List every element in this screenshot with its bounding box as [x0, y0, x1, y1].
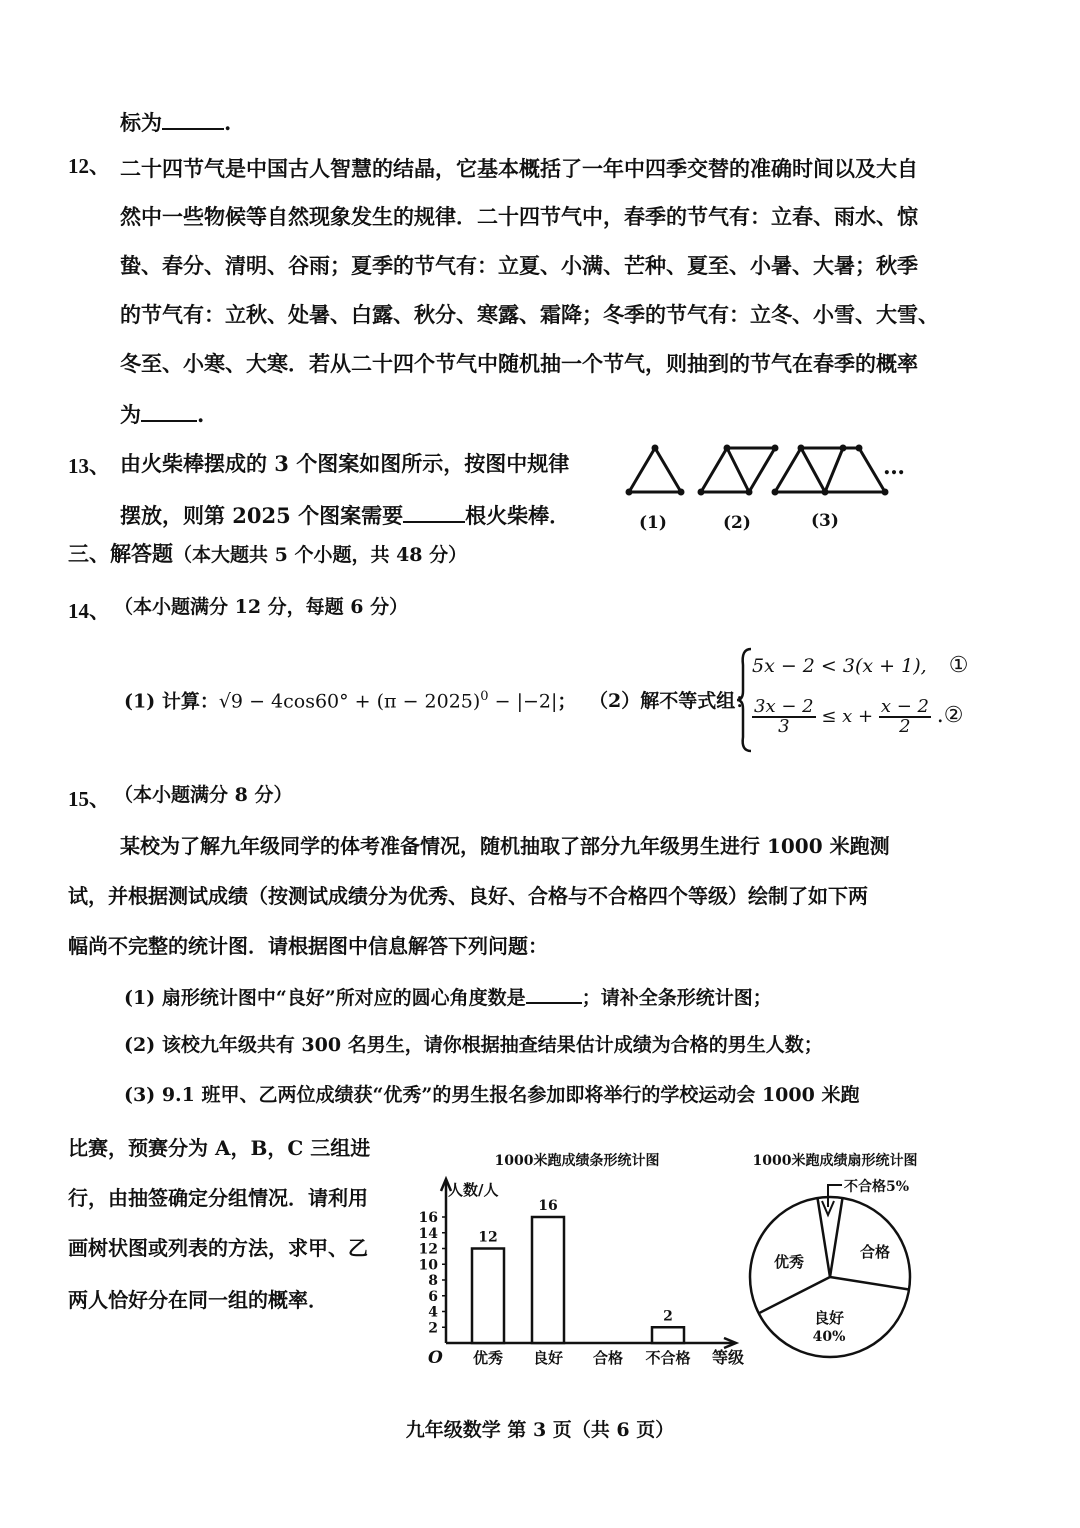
q14-p1-expr-b: − 4cos60° + (π − 2025) [243, 690, 481, 713]
figure-label-3: (3) [811, 511, 839, 531]
bar-chart-title: 1000米跑成绩条形统计图 [494, 1153, 660, 1169]
page-footer: 九年级数学 第 3 页（共 6 页） [405, 1419, 675, 1441]
question-number: 13、 [68, 454, 110, 478]
q11-tail [120, 110, 231, 133]
q13-line-2a: 摆放，则第 2025 个图案需要 [120, 503, 404, 528]
bar-chart [412, 1145, 752, 1375]
x-tick-label: 不合格 [645, 1349, 691, 1367]
answer-blank[interactable] [403, 503, 465, 523]
q11-tail-text: 标为 [120, 110, 162, 135]
y-tick-label: 6 [428, 1288, 438, 1305]
question-number: 12、 [68, 154, 110, 178]
x-tick-label: 优秀 [472, 1349, 504, 1367]
y-tick-label: 4 [428, 1304, 438, 1321]
q15-header: （本小题满分 8 分） [114, 784, 293, 806]
q12-last-line [120, 402, 204, 425]
q15-sub-3-rest-3: 画树状图或列表的方法，求甲、乙 [68, 1236, 368, 1260]
answer-blank[interactable] [162, 110, 224, 130]
q15-sub-3: (3) 9.1 班甲、乙两位成绩获“优秀”的男生报名参加即将举行的学校运动会 1000 米跑 [124, 1084, 860, 1106]
bar-data-label: 2 [663, 1308, 673, 1325]
bar-data-label: 16 [538, 1198, 558, 1214]
bar-chart-marks [472, 1198, 691, 1367]
q12-line-4: 的节气有：立秋、处暑、白露、秋分、寒露、霜降；冬季的节气有：立冬、小雪、大雪、 [120, 302, 939, 327]
q12-line-5: 冬至、小寒、大寒．若从二十四个节气中随机抽一个节气，则抽到的节气在春季的概率 [120, 351, 918, 376]
x-tick-label: 良好 [532, 1349, 564, 1367]
q15-sub-3-rest-2: 行，由抽签确定分组情况．请利用 [68, 1186, 368, 1210]
bar [532, 1217, 564, 1343]
q12-last-prefix: 为 [120, 402, 141, 427]
y-tick-label: 10 [418, 1257, 438, 1274]
section-label: 三、 [68, 541, 110, 566]
q15-intro-3: 幅尚不完整的统计图．请根据图中信息解答下列问题： [68, 934, 548, 958]
ineq-2-den-1: 3 [778, 716, 790, 737]
matchstick-figure [615, 440, 945, 540]
q15-s1-b: ；请补全条形统计图； [581, 987, 772, 1009]
ineq-1-expr: 5x − 2 < 3(x + 1), [752, 655, 927, 677]
y-tick-label: 2 [428, 1320, 438, 1337]
y-tick-label: 16 [418, 1210, 438, 1226]
q15-sub-2: (2) 该校九年级共有 300 名男生，请你根据抽查结果估计成绩为合格的男生人数； [124, 1034, 823, 1056]
q12-last-end: . [197, 402, 205, 427]
bar-chart-ylabel: 人数/人 [448, 1181, 499, 1199]
answer-blank[interactable] [526, 986, 582, 1004]
ineq-2-num-1: 3x − 2 [754, 696, 814, 717]
x-tick-label: 合格 [592, 1349, 624, 1367]
bar-data-label: 12 [478, 1229, 498, 1246]
q13-line-2b: 根火柴棒． [465, 503, 571, 528]
q15-sub-3-rest-4: 两人恰好分在同一组的概率． [68, 1288, 328, 1312]
ineq-1-mark: ① [948, 653, 969, 678]
question-number: 14、 [68, 599, 110, 623]
answer-blank[interactable] [141, 402, 197, 422]
q12-line-1: 二十四节气是中国古人智慧的结晶，它基本概括了一年中四季交替的准确时间以及大自 [120, 156, 918, 181]
q14-header: （本小题满分 12 分，每题 6 分） [114, 596, 409, 618]
ineq-2-mid: ≤ x + [821, 706, 874, 727]
q11-tail-end: . [224, 110, 232, 135]
q14-p1-end: ； [557, 690, 577, 713]
q15-intro-2: 试，并根据测试成绩（按测试成绩分为优秀、良好、合格与不合格四个等级）绘制了如下两 [68, 884, 868, 908]
q13-line-2 [120, 503, 570, 526]
y-tick-label: 14 [418, 1225, 438, 1242]
q14-p1-expr-a: √9 [218, 690, 244, 713]
ineq-2-den-2: 2 [899, 716, 911, 737]
pie-slice-percent: 40% [812, 1329, 846, 1345]
matchstick-pattern-3 [775, 448, 885, 492]
q14-ineq-1 [752, 655, 968, 677]
ineq-2-frac-1 [752, 698, 816, 736]
figure-label-2: (2) [723, 513, 751, 533]
bar [652, 1327, 684, 1343]
q14-p2-label: （2）解不等式组： [589, 690, 755, 713]
bar-chart-xlabel: 等级 [712, 1348, 745, 1367]
q12-line-2: 然中一些物候等自然现象发生的规律．二十四节气中，春季的节气有：立春、雨水、惊 [120, 204, 918, 229]
bar-chart-origin: O [428, 1348, 443, 1368]
figure-label-1: (1) [639, 513, 667, 533]
section-title: 解答题 [110, 541, 173, 566]
pie-label-buhege: 不合格5% [844, 1179, 910, 1195]
q15-sub-3-rest-1: 比赛，预赛分为 A，B，C 三组进 [68, 1136, 371, 1160]
bar [472, 1249, 504, 1344]
figure-ellipsis: … [883, 454, 905, 480]
q14-p1-label: (1) 计算： [124, 690, 219, 713]
y-tick-label: 12 [418, 1241, 438, 1258]
matchstick-pattern-1 [629, 448, 681, 492]
matchstick-joints [626, 445, 889, 496]
pie-slice-label: 优秀 [773, 1253, 805, 1271]
pie-slice-label: 合格 [859, 1243, 891, 1261]
q14-p1-exponent: 0 [480, 689, 489, 704]
ineq-2-mark: .② [936, 703, 964, 728]
question-number: 15、 [68, 787, 110, 811]
q15-sub-1 [124, 986, 772, 1008]
q13-line-1: 由火柴棒摆成的 3 个图案如图所示，按图中规律 [120, 451, 570, 476]
y-tick-label: 8 [428, 1273, 438, 1289]
section-heading [68, 543, 467, 565]
pie-chart-marks [750, 1178, 910, 1357]
q14-ineq-2 [752, 698, 963, 736]
section-note: （本大题共 5 个小题，共 48 分） [173, 544, 468, 566]
ineq-2-frac-2 [879, 698, 931, 736]
pie-chart-title: 1000米跑成绩扇形统计图 [752, 1153, 918, 1169]
q14-part-1 [124, 690, 754, 711]
bar-chart-axes [419, 1179, 736, 1348]
q14-p1-expr-c: − |−2| [488, 690, 558, 713]
matchstick-pattern-2 [701, 448, 775, 492]
q12-line-3: 蛰、春分、清明、谷雨；夏季的节气有：立夏、小满、芒种、夏至、小暑、大暑；秋季 [120, 253, 918, 278]
pie-chart [735, 1145, 965, 1375]
q15-intro-1: 某校为了解九年级同学的体考准备情况，随机抽取了部分九年级男生进行 1000 米跑测 [120, 834, 890, 858]
q15-s1-a: (1) 扇形统计图中“良好”所对应的圆心角度数是 [124, 987, 526, 1009]
pie-slice-label: 良好 [813, 1309, 845, 1327]
ineq-2-num-2: x − 2 [880, 696, 929, 717]
